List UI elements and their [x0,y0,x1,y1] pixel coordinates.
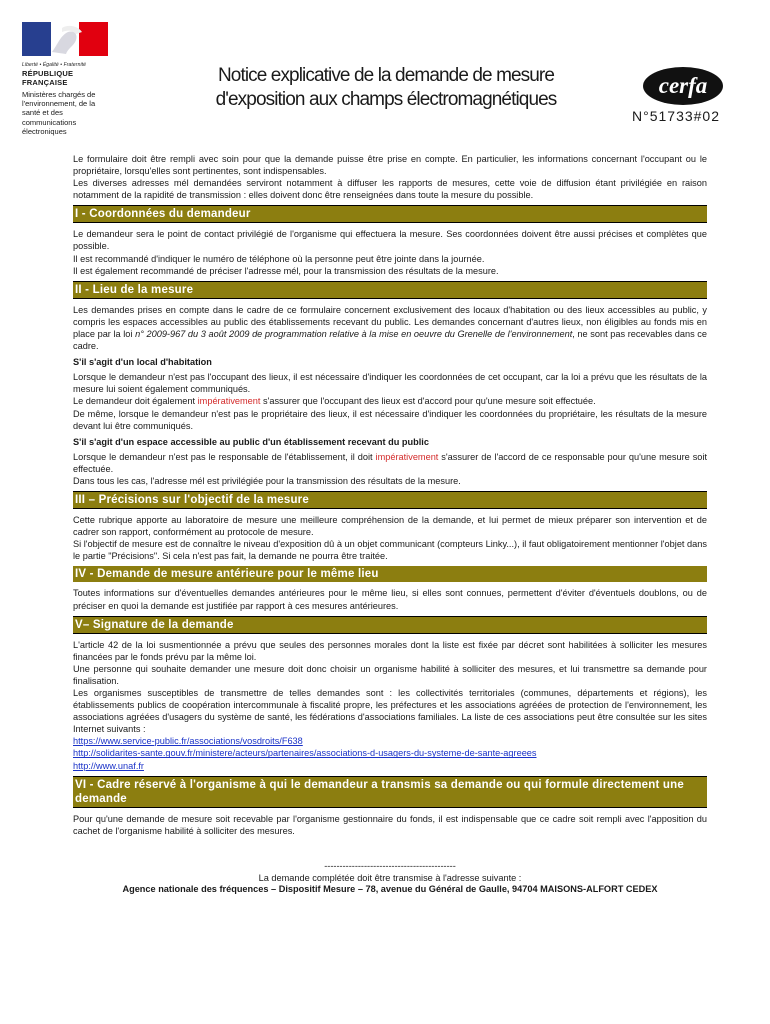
section-5-header: V– Signature de la demande [73,616,707,634]
section-6-paragraph: Pour qu'une demande de mesure soit recevable par l'organisme gestionnaire du fonds, il est indispensable que ce cadre soit rempli avec l'apposition du cachet de l'organisme habilité à solliciter des mesures. [73,813,707,836]
emphasis-imperativement: impérativement [375,451,439,462]
section-2-paragraph: Les demandes prises en compte dans le cadre de ce formulaire concernent exclusivement des locaux d'habitation ou des lieux accessibles au public, y compris les espaces accessibles au public des établissements recevant du public. Les demandes concernant d'autres lieux, non éligibles au fonds mis en place par la loi n° 2009-967 du 3 août 2009 de programmation relative à la mise en oeuvre du Grenelle de l'environnement, ne sont pas recevables dans ce cadre. [73,304,707,352]
section-1-header: I - Coordonnées du demandeur [73,205,707,223]
title-line-2: d'exposition aux champs électromagnétiques [215,89,557,110]
footer-address [73,861,707,896]
intro-paragraph-1: Le formulaire doit être rempli avec soin pour que la demande puisse être prise en compte. En particulier, les informations concernant l'occupant ou le propriétaire, lorsqu'elles sont pertinentes, sont indispensables. [73,154,707,177]
section-2-paragraph: Lorsque le demandeur n'est pas le responsable de l'établissement, il doit impérativement s'assurer de l'accord de ce responsable pour qu'une mesure soit effectuée. [73,451,708,474]
footer-separator: ------------------------------------------- [324,861,456,871]
republic-motto: Liberté • Égalité • Fraternité [22,62,87,68]
section-4-paragraph: Toutes informations sur d'éventuelles demandes antérieures pour le même lieu, si elles sont connues, permettent d'éviter d'éventuels doublons, ou de préciser en quoi la demande est justifiée par rapport à ces mesures antérieures. [73,588,707,611]
republique-francaise-label: RÉPUBLIQUE FRANÇAISE [22,69,74,87]
ministry-label: Ministères chargés de l'environnement, de la santé et des communications électroniques [22,90,96,136]
section-3-paragraph: Cette rubrique apporte au laboratoire de mesure une meilleure compréhension de la demande, et lui permet de mieux préparer son intervention et de cadrer son rapport, conformément au protocole de mesure. [73,515,707,538]
link-solidarites-sante[interactable]: http://solidarites-sante.gouv.fr/ministere/acteurs/partenaires/associations-d-usagers-du-systeme-de-sante-agreees [73,748,537,759]
section-5-paragraph: Les organismes susceptibles de transmettre de telles demandes sont : les collectivités territoriales (communes, départements et régions), les établissements publics de coopération intercommunale à fiscalité propre, les préfectures et les associations agréées de protection de l'environnement, les associations agréées d'usagers du système de santé, les fédérations d'associations familiales. La liste de ces associations peut être consultée sur les sites Internet suivants : [73,688,707,735]
intro-paragraph-2: Les diverses adresses mél demandées serviront notamment à diffuser les rapports de mesures, cette voie de diffusion étant privilégiée en raison notamment de la rapidité de transmission : elles doivent donc être renseignées dans toute la mesure du possible. [73,178,707,201]
section-5-paragraph: Une personne qui souhaite demander une mesure doit donc choisir un organisme habilité à solliciter des mesures, et lui transmettre sa demande pour finalisation. [73,663,707,686]
section-1-paragraph: Le demandeur sera le point de contact privilégié de l'organisme qui effectuera la mesure. Ses coordonnées doivent être aussi précises et complètes que possible. [73,229,707,252]
section-1-paragraph: Il est recommandé d'indiquer le numéro de téléphone où la personne peut être jointe dans la journée. [73,253,485,264]
emphasis-imperativement: impérativement [197,396,261,407]
marianne-flag-icon [22,22,108,56]
section-3-header: III – Précisions sur l'objectif de la mesure [73,491,707,509]
section-1-paragraph: Il est également recommandé de préciser l'adresse mél, pour la transmission des résultats de la mesure. [73,265,499,276]
subheading-local-habitation: S'il s'agit d'un local d'habitation [73,357,212,368]
section-2-paragraph: Dans tous les cas, l'adresse mél est privilégiée pour la transmission des résultats de la mesure. [73,475,461,486]
section-5-paragraph: L'article 42 de la loi susmentionnée a prévu que seules des personnes morales dont la liste est fixée par décret sont habilitées à solliciter les mesures financées par le fonds prévu par la même loi. [73,639,707,662]
section-2-paragraph: Lorsque le demandeur n'est pas l'occupant des lieux, il est nécessaire d'indiquer les coordonnées de cet occupant, car la loi a prévu que les résultats de la mesure lui soient également communiqués. [73,372,707,395]
republique-francaise-logo [22,22,114,136]
title-line-1: Notice explicative de la demande de mesure [217,65,555,86]
link-unaf[interactable]: http://www.unaf.fr [73,760,144,771]
section-6-header: VI - Cadre réservé à l'organisme à qui le demandeur a transmis sa demande ou qui formule directement une demande [73,776,707,808]
section-2-header: II - Lieu de la mesure [73,281,707,299]
footer-line-1: La demande complétée doit être transmise à l'adresse suivante : [258,872,522,883]
footer-address-line: Agence nationale des fréquences – Dispositif Mesure – 78, avenue du Général de Gaulle, 94704 MAISONS-ALFORT CEDEX [122,884,658,895]
section-3-paragraph: Si l'objectif de mesure est de connaître le niveau d'exposition dû à un objet communicant (compteurs Linky...), il faut obligatoirement mentionner l'objet dans le partie "Précisions". Si cela n'est pas fait, la demande ne pourra être traitée. [73,539,707,562]
page-title [200,64,572,112]
cerfa-number: N°51733#02 [632,108,720,124]
section-2-paragraph: Le demandeur doit également impérativement s'assurer que l'occupant des lieux est d'accord pour qu'une mesure soit effectuée. [73,396,596,407]
subheading-erp: S'il s'agit d'un espace accessible au public d'un établissement recevant du public [73,436,429,447]
law-reference: n° 2009-967 du 3 août 2009 de programmation relative à la mise en oeuvre du Grenelle de l'environnement [135,328,573,339]
section-4-header: IV - Demande de mesure antérieure pour le même lieu [73,566,707,582]
notice-content [73,153,707,837]
cerfa-logo-icon [642,66,724,106]
section-2-paragraph: De même, lorsque le demandeur n'est pas le propriétaire des lieux, il est nécessaire d'indiquer les coordonnées du propriétaire, les résultats de la mesure devant lui être communiqués. [73,408,707,431]
link-service-public[interactable]: https://www.service-public.fr/associations/vosdroits/F638 [73,736,303,747]
cerfa-logo-text: cerfa [658,73,708,98]
